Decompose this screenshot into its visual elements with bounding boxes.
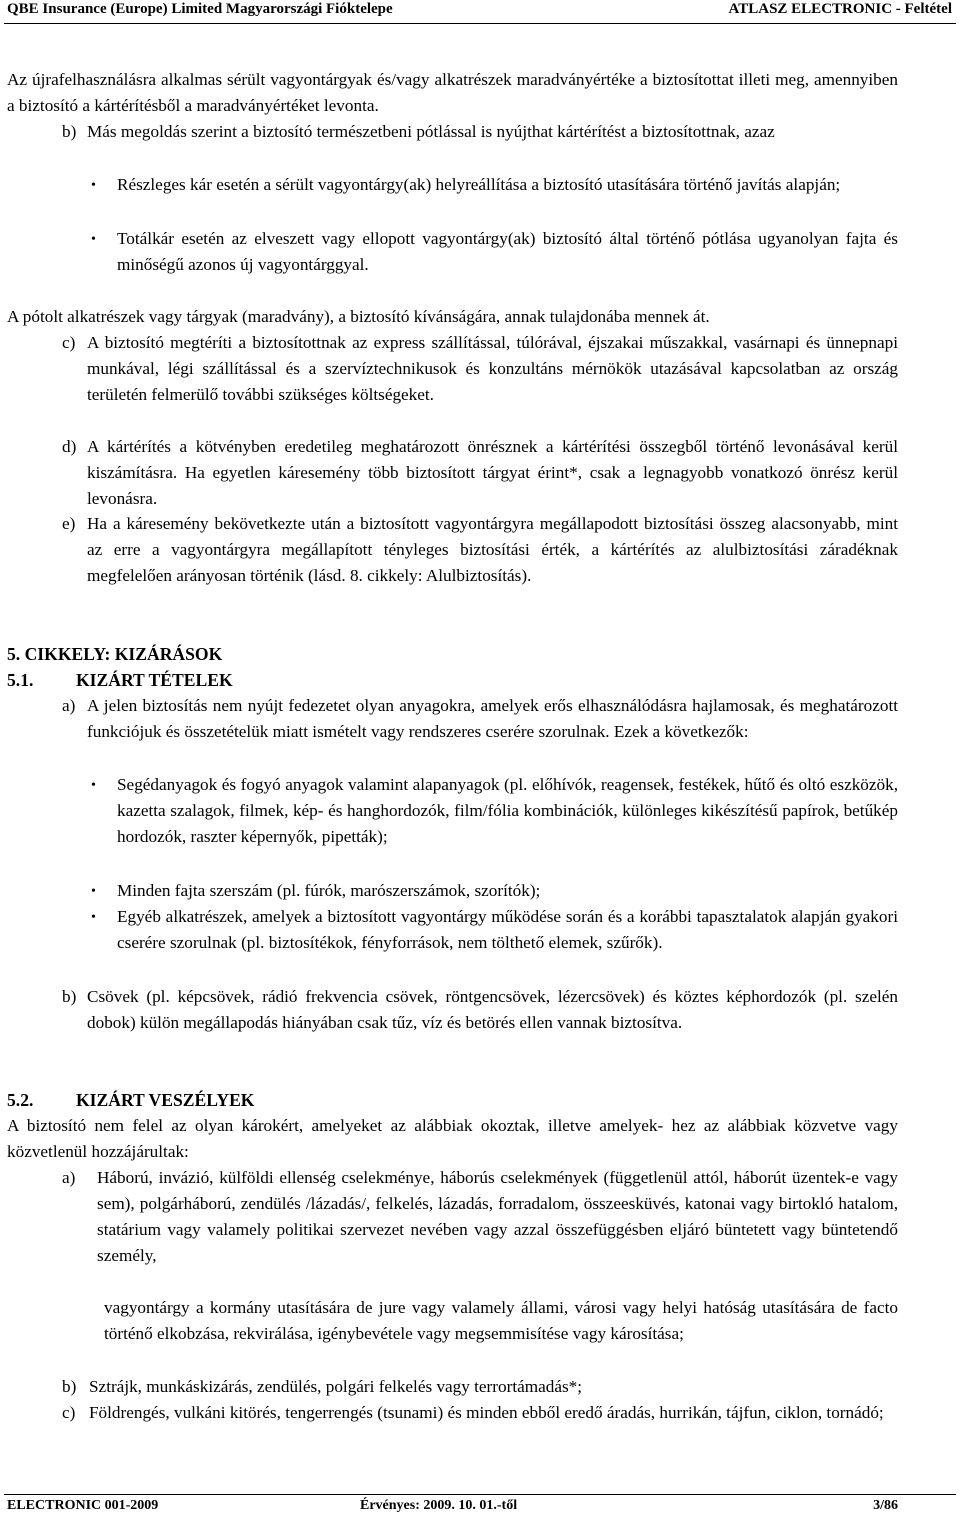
excl-a-bullet-1: Segédanyagok és fogyó anyagok valamint alapanyagok (pl. előhívók, reagensek, festékek, hűtő és oltó eszközök, kazetta szalagok, filmek, kép- és hanghordozók, film/fólia kombinációk, különleges kikészítésű papírok, betűkép hordozók, raszter képernyők, pipetták); [117,775,898,846]
item-b-label: b) [62,122,77,141]
peril-a-text: Háború, invázió, külföldi ellenség cselekménye, háborús cselekmények (függetlenül attól, háborút üzentek-e vagy sem), polgárháború, zendülés /lázadás/, felkelés, lázadás, forradalom, összeesküvés, katonai vagy birtokló hatalom, statárium vagy valamely politikai szervezet nevében vagy azzal összefüggésben eljáró büntetett vagy büntetendő személy, [97,1168,898,1265]
item-b-text: Más megoldás szerint a biztosító természetbeni pótlással is nyújthat kártérítést a biztosítottnak, azaz [87,122,775,141]
b-bullet-2: Totálkár esetén az elveszett vagy ellopott vagyontárgy(ak) biztosító által történő pótlása ugyanolyan fajta és minőségű azonos új vagyontárggyal. [117,229,898,274]
bullet-icon: • [91,778,96,793]
replaced-parts-paragraph: A pótolt alkatrészek vagy tárgyak (maradvány), a biztosító kívánságára, annak tulajdonába mennek át. [7,307,710,326]
header-rule [4,23,956,24]
item-d-label: d) [62,437,77,456]
item-c-text: A biztosító megtéríti a biztosítottnak az express szállítással, túlórával, éjszakai műszakkal, vasárnapi és ünnepnapi munkával, légi szállítással és a szervíztechnikusok és konzultáns mérnökök utazásával kapcsolatban az ország területén felmerülő további szükséges költségeket. [87,333,898,404]
section-5-1-number: 5.1. [7,670,34,690]
item-e-text: Ha a káresemény bekövetkezte után a biztosított vagyontárgyra megállapodott biztosítási összeg alacsonyabb, mint az erre a vagyontárgyra megállapított tényleges biztosítási érték, a kártérítés az alulbiztosítási záradéknak megfelelően arányosan történik (lásd. 8. cikkely: Alulbiztosítás). [87,514,898,585]
footer-page-number: 3/86 [873,1498,898,1513]
section-5-2-number: 5.2. [7,1090,34,1110]
excl-a-text: A jelen biztosítás nem nyújt fedezetet olyan anyagokra, amelyek erős elhasználódásra hajlamosak, és meghatározott funkciójuk és összetételük miatt ismételt vagy rendszeres cserére szorulnak. Ezek a következők: [87,696,898,741]
bullet-icon: • [91,910,96,925]
peril-a-continuation: vagyontárgy a kormány utasítására de jure vagy valamely állami, városi vagy helyi hatóság utasítására de facto történő elkobzása, rekvirálása, igénybevétele vagy megsemmisítése vagy károsítása; [104,1298,898,1343]
bullet-icon: • [91,178,96,193]
header-right: ATLASZ ELECTRONIC - Feltétel [728,1,952,17]
bullet-icon: • [91,232,96,247]
section-5-title: 5. CIKKELY: KIZÁRÁSOK [7,644,223,664]
peril-b-label: b) [62,1377,77,1396]
section-5-2-intro: A biztosító nem felel az olyan károkért, amelyeket az alábbiak okoztak, illetve amelyek- hez az alábbiak közvetve vagy közvetlenül hozzájárultak: [7,1116,898,1161]
item-d-text: A kártérítés a kötvényben eredetileg meghatározott önrésznek a kártérítési összegből történő levonásával kerül kiszámításra. Ha egyetlen káresemény több biztosított tárgyat érint*, csak a legnagyobb vonatkozó önrész kerül levonásra. [87,437,898,508]
excl-b-text: Csövek (pl. képcsövek, rádió frekvencia csövek, röntgencsövek, lézercsövek) és köztes képhordozók (pl. szelén dobok) külön megállapodás hiányában csak tűz, víz és betörés ellen vannak biztosítva. [87,987,898,1032]
excl-a-bullet-3: Egyéb alkatrészek, amelyek a biztosított vagyontárgy működése során és a korábbi tapasztalatok alapján gyakori cserére szorulnak (pl. biztosítékok, fényforrások, nem tölthető elemek, szűrők). [117,907,898,952]
peril-a-label: a) [62,1168,76,1187]
peril-b-text: Sztrájk, munkáskizárás, zendülés, polgári felkelés vagy terrortámadás*; [89,1377,583,1396]
excl-a-label: a) [62,696,76,715]
footer-rule [4,1494,956,1495]
section-5-2-title: KIZÁRT VESZÉLYEK [76,1090,255,1110]
peril-c-text: Földrengés, vulkáni kitörés, tengerrengés (tsunami) és minden ebből eredő áradás, hurrikán, tájfun, ciklon, tornádó; [89,1403,884,1422]
excl-a-bullet-2: Minden fajta szerszám (pl. fúrók, marószerszámok, szorítók); [117,881,541,900]
footer-doc-code: ELECTRONIC 001-2009 [7,1498,159,1513]
excl-b-label: b) [62,987,77,1006]
section-5-1-title: KIZÁRT TÉTELEK [76,670,233,690]
bullet-icon: • [91,884,96,899]
footer-validity: Érvényes: 2009. 10. 01.-től [360,1498,518,1513]
peril-c-label: c) [62,1403,76,1422]
header-left: QBE Insurance (Europe) Limited Magyarországi Fióktelepe [7,1,393,17]
b-bullet-1: Részleges kár esetén a sérült vagyontárgy(ak) helyreállítása a biztosító utasítására történő javítás alapján; [117,175,841,194]
intro-paragraph: Az újrafelhasználásra alkalmas sérült vagyontárgyak és/vagy alkatrészek maradványértéke a biztosítottat illeti meg, amennyiben a biztosító a kártérítésből a maradványértéket levonta. [7,70,898,115]
item-e-label: e) [62,514,76,533]
item-c-label: c) [62,333,76,352]
